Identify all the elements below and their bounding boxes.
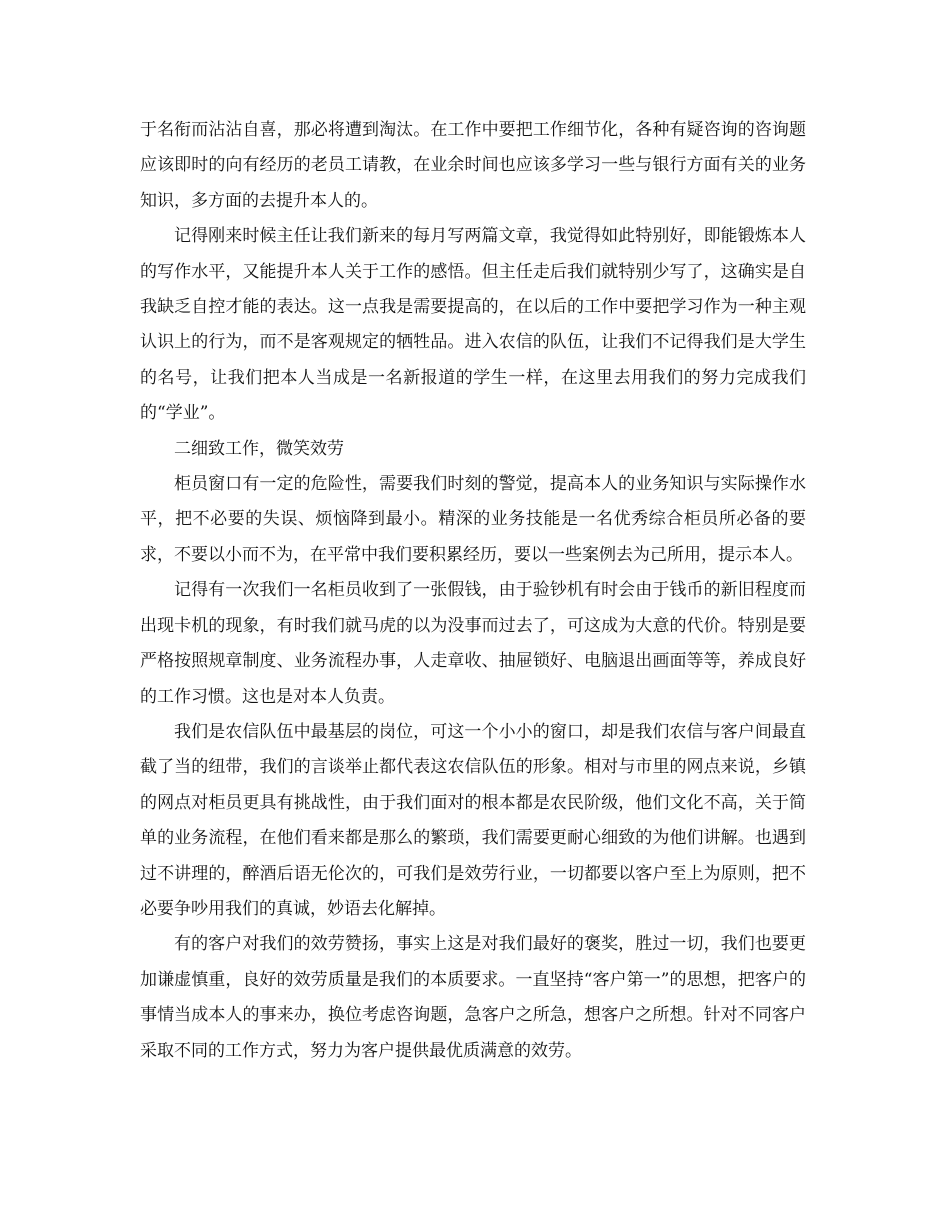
section-heading-two: 二细致工作，微笑效劳	[174, 438, 344, 459]
paragraph-continuation: 于名衔而沾沾自喜，那必将遭到淘汰。在工作中要把工作细节化，各种有疑咨询的咨询题应该即时的向有经历的老员工请教，在业余时间也应该多学习一些与银行方面有关的业务知识，多方面的去提升本人的。	[140, 120, 806, 211]
document-body	[140, 113, 806, 1069]
paragraph-counterfeit-note: 记得有一次我们一名柜员收到了一张假钱，由于验钞机有时会由于钱币的新旧程度而出现卡机的现象，有时我们就马虎的以为没事而过去了，可这成为大意的代价。特别是要严格按照规章制度、业务流程办事，人走章收、抽屉锁好、电脑退出画面等等，养成良好的工作习惯。这也是对本人负责。	[140, 580, 806, 707]
paragraph-customer-first: 有的客户对我们的效劳赞扬，事实上这是对我们最好的褒奖，胜过一切，我们也要更加谦虚慎重，良好的效劳质量是我们的本质要求。一直坚持“客户第一”的思想，把客户的事情当成本人的事来办，换位考虑咨询题，急客户之所急，想客户之所想。针对不同客户采取不同的工作方式，努力为客户提供最优质满意的效劳。	[140, 934, 806, 1061]
paragraph-grassroots-window: 我们是农信队伍中最基层的岗位，可这一个小小的窗口，却是我们农信与客户间最直截了当的纽带，我们的言谈举止都代表这农信队伍的形象。相对与市里的网点来说，乡镇的网点对柜员更具有挑战性，由于我们面对的根本都是农民阶级，他们文化不高，关于简单的业务流程，在他们看来都是那么的繁琐，我们需要更耐心细致的为他们讲解。也遇到过不讲理的，醉酒后语无伦次的，可我们是效劳行业，一切都要以客户至上为原则，把不必要争吵用我们的真诚，妙语去化解掉。	[140, 721, 806, 919]
paragraph-writing-practice: 记得刚来时候主任让我们新来的每月写两篇文章，我觉得如此特别好，即能锻炼本人的写作水平，又能提升本人关于工作的感悟。但主任走后我们就特别少写了，这确实是自我缺乏自控才能的表达。这一点我是需要提高的，在以后的工作中要把学习作为一种主观认识上的行为，而不是客观规定的牺牲品。进入农信的队伍，让我们不记得我们是大学生的名号，让我们把本人当成是一名新报道的学生一样，在这里去用我们的努力完成我们的“学业”。	[140, 226, 806, 424]
paragraph-counter-risk: 柜员窗口有一定的危险性，需要我们时刻的警觉，提高本人的业务知识与实际操作水平，把不必要的失误、烦恼降到最小。精深的业务技能是一名优秀综合柜员所必备的要求，不要以小而不为，在平常中我们要积累经历，要以一些案例去为己所用，提示本人。	[140, 474, 806, 565]
